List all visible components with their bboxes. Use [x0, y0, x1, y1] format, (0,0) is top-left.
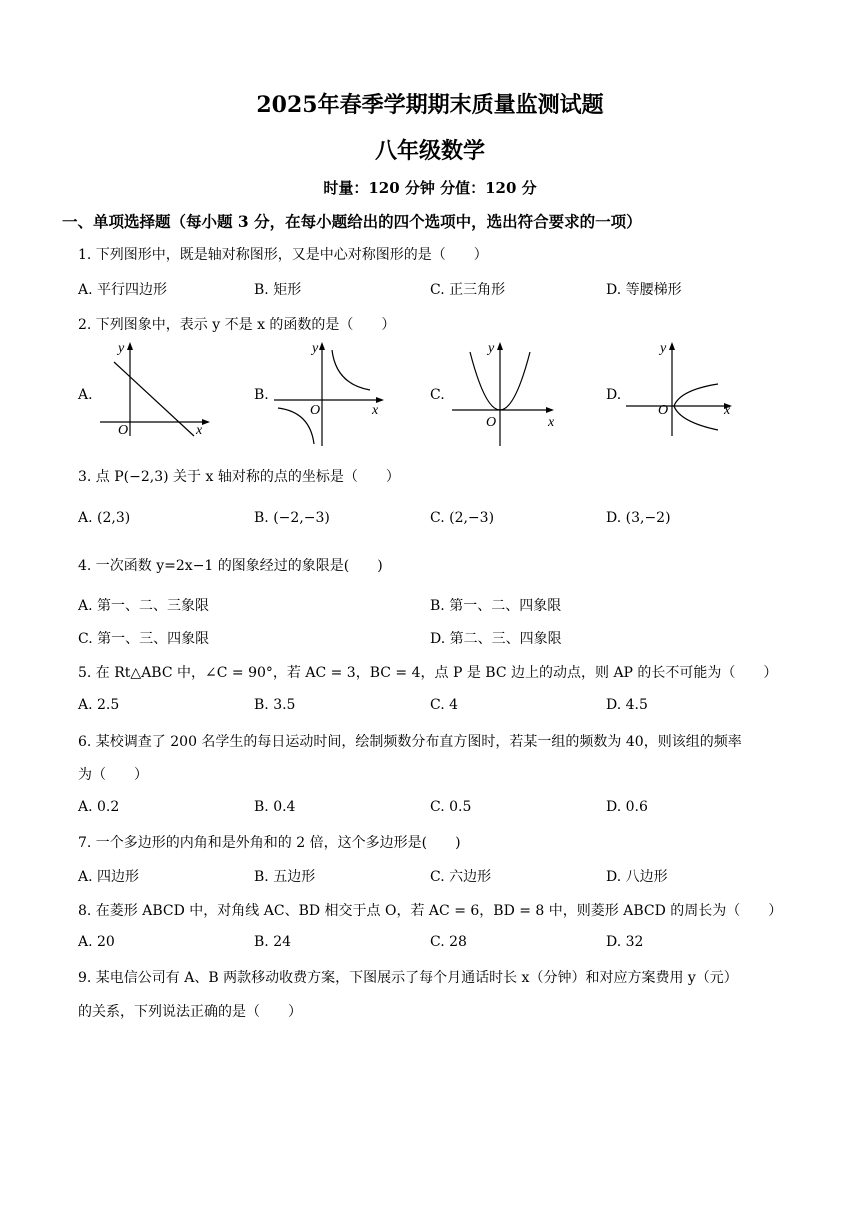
- section-heading: 一、单项选择题（每小题 3 分，在每小题给出的四个选项中，选出符合要求的一项）: [62, 212, 642, 231]
- q3-option-c: C. (2,−3): [430, 510, 495, 526]
- q4-option-a: A. 第一、二、三象限: [78, 598, 210, 614]
- q7-option-a: A. 四边形: [78, 869, 140, 885]
- q4-option-d: D. 第二、三、四象限: [430, 631, 562, 647]
- q8-option-a: A. 20: [78, 934, 115, 950]
- q6-option-b: B. 0.4: [254, 799, 296, 815]
- q2-option-a: A.: [78, 387, 93, 403]
- graph-c-parabola: [448, 338, 568, 448]
- graph-c-x-label: x: [548, 415, 555, 430]
- question-7-stem: 7. 一个多边形的内角和是外角和的 2 倍，这个多边形是( ): [78, 835, 461, 851]
- q1-option-b: B. 矩形: [254, 282, 302, 298]
- question-3-stem: 3. 点 P(−2,3) 关于 x 轴对称的点的坐标是（ ）: [78, 469, 400, 485]
- q8-option-d: D. 32: [606, 934, 644, 950]
- q8-option-c: C. 28: [430, 934, 467, 950]
- graph-d-x-label: x: [724, 403, 731, 418]
- question-4-stem: 4. 一次函数 y=2x−1 的图象经过的象限是( ): [78, 558, 383, 574]
- q8-option-b: B. 24: [254, 934, 292, 950]
- q6-option-a: A. 0.2: [78, 799, 120, 815]
- question-1-stem: 1. 下列图形中，既是轴对称图形，又是中心对称图形的是（ ）: [78, 247, 488, 263]
- exam-meta: 时量：120 分钟 分值：120 分: [323, 179, 537, 197]
- graph-a-x-label: x: [196, 423, 203, 438]
- question-2-stem: 2. 下列图象中，表示 y 不是 x 的函数的是（ ）: [78, 317, 396, 333]
- q5-option-b: B. 3.5: [254, 697, 296, 713]
- graph-a-origin-label: O: [118, 423, 129, 438]
- exam-title: 2025年春季学期期末质量监测试题: [256, 92, 604, 118]
- q7-option-c: C. 六边形: [430, 869, 492, 885]
- q6-option-d: D. 0.6: [606, 799, 648, 815]
- graph-d-origin-label: O: [658, 403, 669, 418]
- q6-option-c: C. 0.5: [430, 799, 472, 815]
- graph-c-origin-label: O: [486, 415, 497, 430]
- q5-option-a: A. 2.5: [78, 697, 120, 713]
- graph-b-origin-label: O: [310, 403, 321, 418]
- question-9-stem: 9. 某电信公司有 A、B 两款移动收费方案，下图展示了每个月通话时长 x（分钟）和对应方案费用 y（元）: [78, 970, 738, 986]
- q3-option-a: A. (2,3): [78, 510, 131, 526]
- q2-option-b: B.: [254, 387, 269, 403]
- q5-option-d: D. 4.5: [606, 697, 648, 713]
- q1-option-c: C. 正三角形: [430, 282, 506, 298]
- question-8-stem: 8. 在菱形 ABCD 中，对角线 AC、BD 相交于点 O，若 AC = 6，BD = 8 中，则菱形 ABCD 的周长为（ ）: [78, 903, 783, 919]
- question-6-stem: 6. 某校调查了 200 名学生的每日运动时间，绘制频数分布直方图时，若某一组的频数为 40，则该组的频率: [78, 734, 742, 750]
- graph-b-x-label: x: [372, 403, 379, 418]
- question-5-stem: 5. 在 Rt△ABC 中，∠C = 90°，若 AC = 3，BC = 4，点 P 是 BC 边上的动点，则 AP 的长不可能为（ ）: [78, 665, 778, 681]
- graph-c-y-label: y: [488, 341, 495, 356]
- q4-option-b: B. 第一、二、四象限: [430, 598, 562, 614]
- graph-b-y-label: y: [312, 341, 319, 356]
- graph-d-sideways-parabola: [624, 338, 744, 438]
- question-9-stem-continued: 的关系，下列说法正确的是（ ）: [78, 1004, 302, 1020]
- graph-a-linear-decreasing: [96, 338, 216, 438]
- q3-option-b: B. (−2,−3): [254, 510, 330, 526]
- q1-option-d: D. 等腰梯形: [606, 282, 682, 298]
- graph-a-y-label: y: [118, 341, 125, 356]
- q3-option-d: D. (3,−2): [606, 510, 671, 526]
- graph-b-hyperbola: [272, 338, 392, 448]
- q7-option-b: B. 五边形: [254, 869, 316, 885]
- q7-option-d: D. 八边形: [606, 869, 668, 885]
- q2-option-d: D.: [606, 387, 622, 403]
- q1-option-a: A. 平行四边形: [78, 282, 168, 298]
- question-6-stem-continued: 为（ ）: [78, 767, 148, 783]
- q4-option-c: C. 第一、三、四象限: [78, 631, 210, 647]
- q5-option-c: C. 4: [430, 697, 459, 713]
- exam-subtitle: 八年级数学: [374, 138, 485, 164]
- q2-option-c: C.: [430, 387, 445, 403]
- graph-d-y-label: y: [660, 341, 667, 356]
